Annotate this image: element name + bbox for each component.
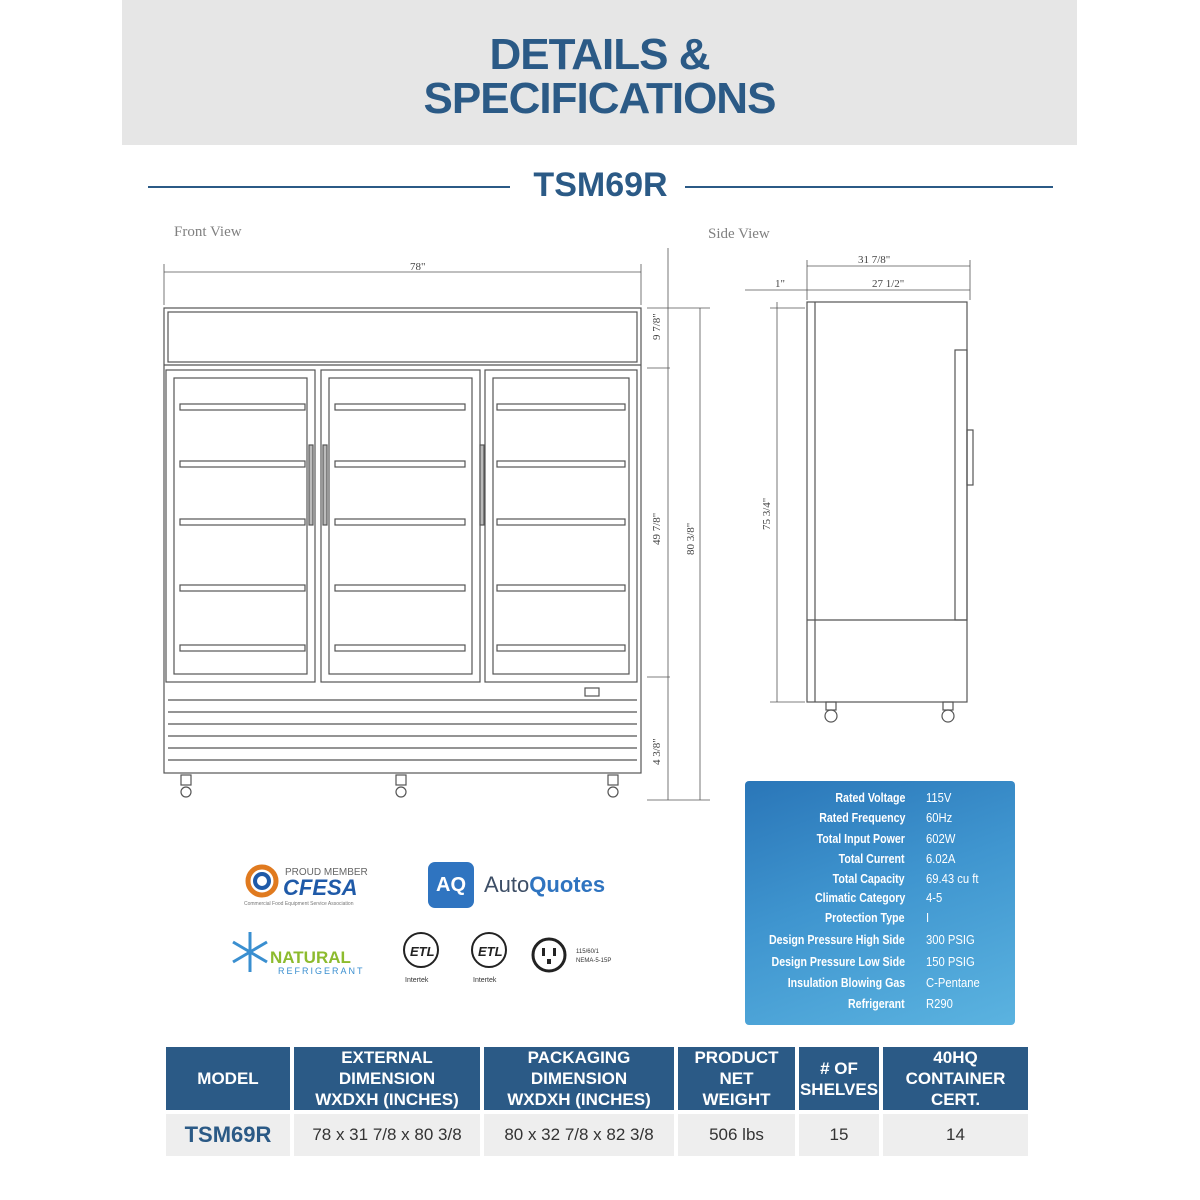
header-shelves xyxy=(799,1047,879,1110)
spec-label: Climatic Category xyxy=(814,891,905,905)
front-casters xyxy=(181,775,618,797)
header-packaging-dim-l1: PACKAGING DIMENSION xyxy=(527,1048,631,1088)
autoquotes-badge: AQ xyxy=(428,862,474,908)
front-door-right xyxy=(485,370,637,682)
dim-side-depth-total: 31 7/8" xyxy=(858,254,891,266)
page-title-line1: DETAILS & xyxy=(489,30,710,79)
cfesa-subtext: Commercial Food Equipment Service Association xyxy=(244,901,354,907)
dim-top-panel: 9 7/8" xyxy=(651,313,663,340)
header-net-weight-l1: PRODUCT NET xyxy=(694,1048,779,1088)
etl-logo-2 xyxy=(472,933,506,984)
spec-label: Protection Type xyxy=(825,911,905,925)
dim-side-height: 75 3/4" xyxy=(761,497,773,530)
spec-row xyxy=(745,791,1015,811)
spec-value: C-Pentane xyxy=(926,976,980,990)
plug-label-1: 115/60/1 xyxy=(576,949,599,955)
dim-front-width: 78" xyxy=(410,261,426,273)
cell-net-weight: 506 lbs xyxy=(678,1114,795,1156)
etl-mark-1: ETL xyxy=(410,944,435,959)
front-view-drawing xyxy=(164,248,710,800)
spec-label: Design Pressure High Side xyxy=(769,933,905,947)
autoquotes-name xyxy=(484,872,605,898)
front-shelves xyxy=(180,404,625,651)
spec-row xyxy=(745,997,1015,1017)
spec-label: Rated Voltage xyxy=(834,791,905,805)
cfesa-tagline: PROUD MEMBER xyxy=(285,867,368,878)
spec-label: Design Pressure Low Side xyxy=(771,955,905,969)
header-net-weight xyxy=(678,1047,795,1110)
etl-logo-1 xyxy=(404,933,438,984)
header-external-dim-l1: EXTERNAL DIMENSION xyxy=(338,1048,436,1088)
etl-label-2: Intertek xyxy=(473,977,497,984)
model-heading: TSM69R xyxy=(533,166,668,204)
etl-label-1: Intertek xyxy=(405,977,429,984)
header-packaging-dim-l2: WXDXH (INCHES) xyxy=(507,1090,651,1109)
header-net-weight-l2: WEIGHT xyxy=(702,1090,771,1109)
spec-value: 60Hz xyxy=(926,811,953,825)
natural-text: NATURAL xyxy=(270,948,351,967)
header-external-dim xyxy=(294,1047,480,1110)
header-shelves-l1: # OF xyxy=(820,1058,858,1078)
spec-value: 69.43 cu ft xyxy=(926,872,979,886)
spec-value: 115V xyxy=(926,791,952,805)
etl-mark-2: ETL xyxy=(478,944,503,959)
side-cabinet-outline xyxy=(807,302,967,702)
header-model xyxy=(166,1047,290,1110)
table-header-row xyxy=(166,1047,1028,1110)
front-top-panel xyxy=(168,312,637,362)
spec-label: Rated Frequency xyxy=(818,811,905,825)
spec-label: Total Capacity xyxy=(833,872,905,886)
spec-row xyxy=(745,872,1015,892)
plug-label-2: NEMA-5-15P xyxy=(576,958,612,964)
natural-refrigerant-logo xyxy=(233,932,365,976)
cell-shelves: 15 xyxy=(799,1114,879,1156)
dim-side-offset: 1" xyxy=(775,278,785,290)
spec-value: 150 PSIG xyxy=(926,955,975,969)
spec-label: Total Input Power xyxy=(816,832,905,846)
autoquotes-name-b: Quotes xyxy=(529,872,606,897)
dim-total-height: 80 3/8" xyxy=(685,522,697,555)
spec-value: 602W xyxy=(926,832,956,846)
table-row xyxy=(166,1114,1028,1156)
header-container-cert xyxy=(883,1047,1028,1110)
spec-row xyxy=(745,911,1015,931)
cell-container-cert: 14 xyxy=(883,1114,1028,1156)
spec-row xyxy=(745,832,1015,852)
spec-label: Insulation Blowing Gas xyxy=(787,976,905,990)
front-door-left xyxy=(166,370,315,682)
header-shelves-l2: SHELVES xyxy=(799,1079,879,1099)
cfesa-logo xyxy=(244,867,368,907)
spec-row xyxy=(745,933,1015,953)
spec-label: Refrigerant xyxy=(848,997,905,1011)
spec-value: I xyxy=(926,911,930,925)
spec-row xyxy=(745,955,1015,975)
cell-external-dim: 78 x 31 7/8 x 80 3/8 xyxy=(294,1114,480,1156)
spec-value: R290 xyxy=(926,997,953,1011)
header-packaging-dim xyxy=(484,1047,674,1110)
front-base-grille xyxy=(168,688,637,760)
side-casters xyxy=(825,702,954,722)
refrigerant-text: REFRIGERANT xyxy=(278,966,365,976)
dim-door-height: 49 7/8" xyxy=(651,512,663,545)
product-spec-table xyxy=(162,1047,1032,1156)
spec-value: 300 PSIG xyxy=(926,933,975,947)
front-door-middle xyxy=(321,370,480,682)
cell-packaging-dim: 80 x 32 7/8 x 82 3/8 xyxy=(484,1114,674,1156)
dim-base-height: 4 3/8" xyxy=(651,738,663,765)
page-title-line2: SPECIFICATIONS xyxy=(423,74,776,123)
spec-row xyxy=(745,891,1015,911)
electrical-spec-panel xyxy=(745,781,1015,1025)
spec-row xyxy=(745,811,1015,831)
spec-row xyxy=(745,852,1015,872)
header-external-dim-l2: WXDXH (INCHES) xyxy=(315,1090,459,1109)
header-container-cert-l1: 40HQ xyxy=(933,1048,978,1067)
spec-label: Total Current xyxy=(839,852,905,866)
header-model-l1: MODEL xyxy=(197,1069,259,1088)
front-view-label: Front View xyxy=(174,224,242,240)
side-view-drawing xyxy=(745,260,973,722)
header-container-cert-l2: CONTAINER CERT. xyxy=(905,1069,1006,1109)
spec-row xyxy=(745,976,1015,996)
plug-nema-logo xyxy=(533,939,611,971)
spec-value: 6.02A xyxy=(926,852,956,866)
dim-side-depth: 27 1/2" xyxy=(872,278,905,290)
cfesa-name: CFESA xyxy=(283,875,358,900)
spec-value: 4-5 xyxy=(926,891,943,905)
cell-model: TSM69R xyxy=(166,1114,290,1156)
side-view-label: Side View xyxy=(708,226,770,242)
snowflake-icon xyxy=(233,932,267,972)
autoquotes-name-a: Auto xyxy=(484,872,530,897)
